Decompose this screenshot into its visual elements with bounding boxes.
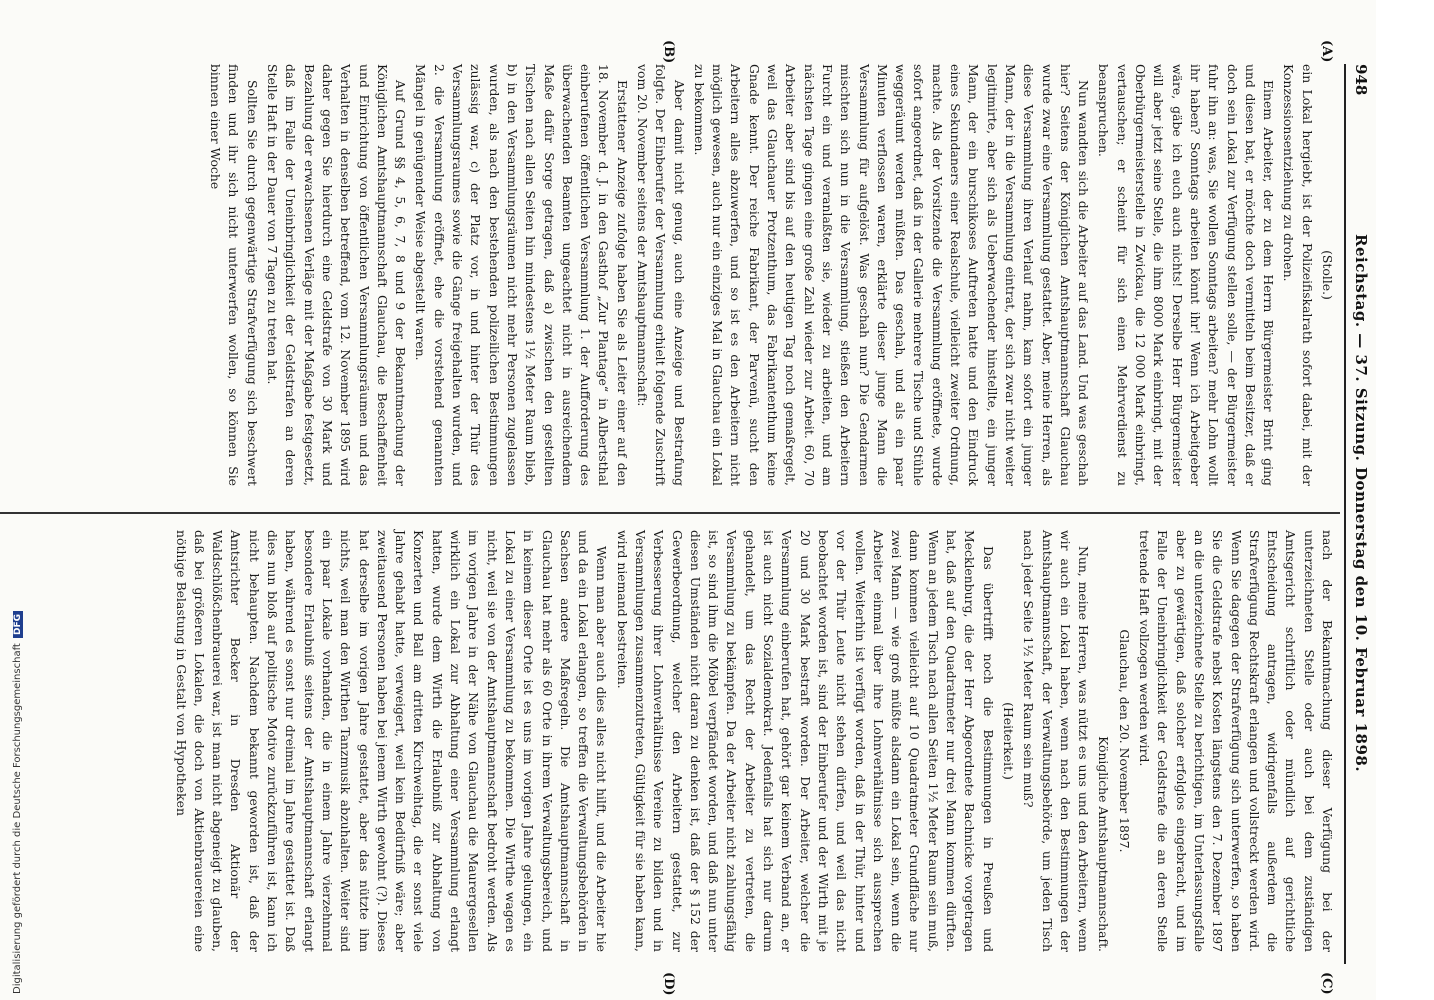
right-column: [169, 530, 1336, 952]
dfg-logo: DFG: [13, 611, 23, 638]
paragraph: Wenn man aber auch dies alles nicht hilft, und die Arbeiter hie und da ein Lokal erlangen, so treffen die Verwaltungsbehörden in Sachsen andere Maßregeln. Die Amtshauptmannschaft in Glauchau hat mehr als 60 Orte in ihrem Verwaltungsbereich, und in keinem dieser Orte ist es uns im vorigen Jahre gelungen, ein Lokal zu einer Versammlung zu bekommen. Die Wirthe wagen es nicht, weil sie von der Amtshauptmannschaft bedroht werden. Als im vorigen Jahre in der Nähe von Glauchau die Maurergesellen wirklich ein Lokal zur Abhaltung einer Versammlung erlangt hatten, wurde dem Wirth die Erlaubniß zur Abhaltung von Konzerten und Ball am dritten Kirchweihtag, die er sonst viele Jahre gehabt hatte, verweigert, weil kein Bedürfniß wäre; aber zweitausend Personen haben bei jenem Wirth gewohnt (?). Dieses hat derselbe im vorigen Jahre gestattet, aber das nützte ihm nichts, weil man den Wirthen Tanzmusik abzuhalten. Weiter sind ein paar Lokale vorhanden, die in einem Jahre vierzehnmal besondere Erlaubniß seitens der Amtshauptmannschaft erlangt haben, während es sonst nur dreimal im Jahre gestattet ist. Daß dies nun bloß auf politische Motive zurückzuführen ist, kann ich nicht behaupten. Nachdem bekannt geworden ist, daß der Amtsrichter Becker in Dresden Aktionär der Waldschlößchenbrauerei war, ist man nicht abgeneigt zu glauben, daß bei größeren Lokalen, die doch von Aktienbrauereien eine nöthige Belastung in Gestalt von Hypotheken: [173, 530, 610, 952]
paragraph: nach der Bekanntmachung dieser Verfügung bei der unterzeichneten Stelle oder auch bei dem zuständigen Amtsgericht schriftlich oder mündlich auf gerichtliche Entscheidung antragen, widrigenfalls außerdem die Strafverfügung Rechtskraft erlangen und vollstreckt werden wird. Wenn Sie dagegen der Strafverfügung sich unterwerfen, so haben Sie die Geldstrafe nebst Kosten längstens den 7. Dezember 1897 an die unterzeichnete Stelle zu berichtigen, im Unterlassungsfalle aber zu gewärtigen, daß solcher erfolglos eingebracht, und im Falle der Uneinbringlichkeit der Geldstrafe die an deren Stelle tretende Haft vollzogen werden wird.: [1137, 530, 1335, 952]
paragraph: Erstattener Anzeige zufolge haben Sie als Leiter einer auf den 18. November d. J. in den Gasthof „Zur Plantage“ in Albertsthal einberufenen öffentlichen Versammlung 1. der Aufforderung des überwachenden Beamten ungeachtet nicht in ausreichendem Maße dafür Sorge getragen, daß a) zwischen den gestellten Tischen nach allen Seiten hin mindestens 1½ Meter Raum blieb, b) in den Versammlungsräumen nicht mehr Personen zugelassen wurden, als nach den bestehenden polizeilichen Bestimmungen zulässig war, c) der Platz vor, in und hinter der Thür des Versammlungsraumes sowie die Gänge freigehalten wurden, und 2. die Versammlung eröffnet, ehe die vorstehend genannten Mängel in genügender Weise abgestellt waren.: [413, 64, 630, 486]
margin-marker-d: (D): [661, 972, 676, 996]
speaker-label: (Stolle.): [1320, 250, 1335, 300]
place-date: Glauchau, den 20. November 1897.: [1116, 629, 1132, 853]
margin-marker-a: (A): [1319, 40, 1334, 63]
paragraph: Nun, meine Herren, was nützt es uns und den Arbeitern, wenn wir auch ein Lokal haben, wenn nach den Bestimmungen der Amtshauptmannschaft, der Verwaltungsbehörde, um jeden Tisch nach jeder Seite 1½ Meter Raum sein muß?: [1021, 530, 1092, 952]
paragraph: Sollten Sie durch gegenwärtige Strafverfügung sich beschwert finden und ihr sich nicht unterwerfen wollen, so können Sie binnen einer Woche: [208, 64, 260, 486]
paragraph: Aber damit nicht genug, auch eine Anzeige und Bestrafung folgte. Der Einberufer der Versammlung erhielt folgende Zuschrift vom 20. November seitens der Amtshauptmannschaft:: [635, 64, 687, 486]
page-header: [1344, 64, 1370, 964]
paragraph: ein Lokal hergiebt, ist der Polizeifiskalrath sofort dabei, mit der Konzessionsentziehung zu drohen.: [1281, 64, 1315, 486]
margin-marker-c: (C): [1319, 972, 1334, 995]
page-title: Reichstag. — 37. Sitzung. Donnerstag den 10. Februar 1898.: [1352, 234, 1370, 773]
authority-signature: Königliche Amtshauptmannschaft.: [1096, 736, 1112, 952]
digitization-credit: [12, 0, 30, 994]
header-rule: [1344, 64, 1346, 964]
margin-marker-b: (B): [661, 40, 676, 64]
paragraph: Auf Grund §§ 4, 5, 6, 7, 8 und 9 der Bekanntmachung der Königlichen Amtshauptmannschaft Glauchau, die Beschaffenheit und Einrichtung von öffentlichen Versammlungsräumen und das Verhalten in denselben betreffend, vom 12. November 1895 wird daher gegen Sie hierdurch eine Geldstrafe von 30 Mark und Bezahlung der erwachsenen Verläge mit der Maßgabe festgesetzt, daß im Falle der Uneinbringlichkeit der Geldstrafen an deren Stelle Haft in der Dauer von 7 Tagen zu treten hat.: [265, 64, 409, 486]
paragraph: Das übertrifft noch die Bestimmungen in Preußen und Mecklenburg, die der Herr Abgeordnete Bachnicke vorgetragen hat, daß auf den Quadratmeter nur drei Mann kommen dürften. Wenn an jedem Tisch nach allen Seiten 1½ Meter Raum sein muß, dann kommen vielleicht auf 10 Quadratmeter Grundfläche nur zwei Mann — wie groß müßte alsdann ein Lokal sein, wenn die Arbeiter einmal über ihre Lohnverhältnisse sich aussprechen wollen. Weiterhin ist verfügt worden, daß in der Thür, hinter und vor der Thür Leute nicht stehen dürfen, und weil das nicht beobachtet worden ist, sind der Einberufer und der Wirth mit je 20 und 30 Mark bestraft worden. Der Arbeiter, welcher die Versammlung einberufen hat, gehört gar keinem Verband an, er ist auch nicht Sozialdemokrat. Jedenfalls hat sich nur darum gehandelt, um das Recht der Arbeiter zu vertreten, die Versammlung zu bekämpfen. Da der Arbeiter nicht zahlungsfähig ist, so sind ihm die Möbel verpfändet worden, und daß nun unter diesen Umständen nicht daran zu denken ist, daß der § 152 der Gewerbeordnung, welcher den Arbeitern gestattet, zur Verbesserung ihrer Lohnverhältnisse Vereine zu bilden und in Versammlungen zusammenzutreten, Gültigkeit für sie haben kann, wird niemand bestreiten.: [614, 530, 996, 952]
column-divider: [0, 512, 1340, 514]
paragraph: Nun wandten sich die Arbeiter auf das Land. Und was geschah hier? Seitens der Königlichen Amtshauptmannschaft Glauchau wurde zwar eine Versammlung gestattet. Aber, meine Herren, als diese Versammlung ihren Verlauf nahm, kam sofort ein junger Mann, der in die Versammlung eintrat, der sich zwar nicht weiter legitimirte, aber sich als Ueberwachender hinstellte, ein junger Mann, der ein burschikoses Auftreten hatte und den Eindruck eines Sekundaners einer Realschule, vielleicht zweiter Ordnung, machte. Als der Vorsitzende die Versammlung eröffnete, wurde sofort angeordnet, daß in der Gallerie mehrere Tische und Stühle weggeräumt werden müßten. Das geschah, und als ein paar Minuten verflossen waren, erklärte dieser junge Mann die Versammlung für aufgelöst. Was geschah nun? Die Gendarmen mischten sich nun in die Versammlung, stießen den Arbeitern Furcht ein und veranlaßten sie, wieder zu arbeiten, und am nächsten Tage gingen eine große Zahl wieder zur Arbeit. 60, 70 Arbeiter aber sind bis auf den heutigen Tag noch gemaßregelt, weil das Glauchauer Protzenthum, das Fabrikantenthum keine Gnade kennt. Der reiche Fabrikant, der Parvenü, sucht den Arbeitern alles abzuwerfen, und so ist es den Arbeitern nicht möglich gewesen, auch nur ein einziges Mal in Glauchau ein Lokal zu bekommen.: [691, 64, 1092, 486]
page-number: 948: [1352, 64, 1370, 96]
interjection: (Heiterkeit.): [1000, 702, 1016, 780]
credit-text: Digitalisierung gefördert durch die Deutsche Forschungsgemeinschaft: [12, 643, 23, 994]
paragraph: Einem Arbeiter, der zu dem Herrn Bürgermeister Brint ging und diesen bat, er möchte doch vermitteln beim Besitzer, daß er doch sein Lokal zur Verfügung stellen solle, — der Bürgermeister fuhr ihn an: was, Sie wollen Sonntags arbeiten? mehr Lohn wollt ihr haben? Sonntags arbeiten könnt ihr! Wenn ich Arbeitgeber wäre, gäbe ich euch auch nichts! Derselbe Herr Bürgermeister will aber jetzt seine Stelle, die ihm 8000 Mark einbringt, mit der Oberbürgermeisterstelle in Zwickau, die 12 000 Mark einbringt, vertauschen; er scheint für sich einen Mehrverdienst zu beanspruchen.: [1096, 64, 1277, 486]
digitization-credit-bar: [8, 0, 34, 1000]
left-column: [204, 64, 1336, 486]
